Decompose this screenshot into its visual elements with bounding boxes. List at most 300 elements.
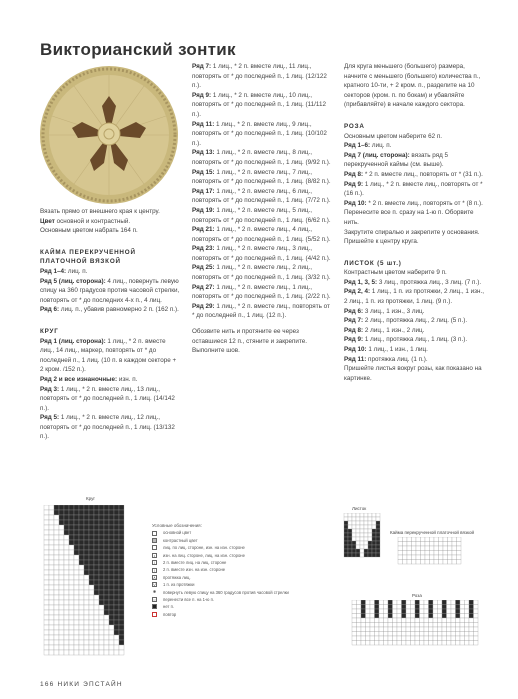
instruction-row: Ряд 7: 2 лиц., протяжка лиц., 2 лиц. (5 п.). <box>344 317 468 325</box>
chart-cell <box>442 614 447 619</box>
chart-cell <box>109 620 114 625</box>
chart-cell <box>49 575 54 580</box>
chart-cell <box>364 525 368 529</box>
chart-cell <box>64 530 69 535</box>
chart-cell <box>344 537 348 541</box>
instruction-row: Контрастным цветом наберите 9 п. <box>344 269 447 277</box>
chart-cell <box>119 610 124 615</box>
chart-cell <box>84 600 89 605</box>
chart-cell <box>415 609 420 614</box>
chart-cell <box>412 560 417 565</box>
chart-cell <box>403 546 408 551</box>
chart-cell <box>415 618 420 623</box>
chart-cell <box>366 641 371 646</box>
chart-cell <box>407 537 412 542</box>
chart-cell <box>457 551 462 556</box>
chart-cell <box>99 645 104 650</box>
chart-cell <box>357 623 362 628</box>
chart-cell <box>465 641 470 646</box>
chart-cell <box>424 627 429 632</box>
instruction-row: Ряд 1, 3, 5: 3 лиц., протяжка лиц., 3 лиц. (7 п.). <box>344 278 482 286</box>
chart-cell <box>54 515 59 520</box>
instruction-row: Ряд 10: * 2 п. вместе лиц., повторять от * (8 п.). <box>344 199 483 207</box>
chart-cell <box>109 625 114 630</box>
chart-cell <box>402 636 407 641</box>
chart-cell <box>406 614 411 619</box>
chart-cell <box>114 630 119 635</box>
chart-cell <box>360 529 364 533</box>
chart-cell <box>94 585 99 590</box>
chart-cell <box>114 510 119 515</box>
chart-cell <box>452 560 457 565</box>
chart-cell <box>434 542 439 547</box>
chart-cell <box>79 595 84 600</box>
chart-cell <box>94 510 99 515</box>
chart-cell <box>360 521 364 525</box>
size-note: Для круга меньшего (большего) размера, начните с меньшего (большего) количества п., кратного 10-ти, + 2 кром. п., разделите на 10 секторов (кром. п. по бокам) и убавляйте (прибавляйте) в начале каждого сектора. <box>344 63 481 109</box>
chart-cell <box>384 605 389 610</box>
chart-cell <box>79 580 84 585</box>
chart-cell <box>411 623 416 628</box>
chart-cell <box>364 545 368 549</box>
chart-cell <box>352 513 356 517</box>
legend-item: / 2 п. вместе лиц. на лиц. стороне <box>153 559 227 566</box>
chart-cell <box>119 520 124 525</box>
chart-cell <box>99 540 104 545</box>
chart-cell <box>84 515 89 520</box>
chart-cell <box>344 553 348 557</box>
chart-cell <box>84 640 89 645</box>
chart-cell <box>54 615 59 620</box>
chart-cell <box>114 635 119 640</box>
chart-cell <box>64 595 69 600</box>
chart-cell <box>465 605 470 610</box>
chart-cell <box>94 640 99 645</box>
chart-cell <box>403 542 408 547</box>
chart-cell <box>456 632 461 637</box>
chart-cell <box>430 546 435 551</box>
chart-cell <box>356 549 360 553</box>
chart-cell <box>104 585 109 590</box>
chart-cell <box>64 505 69 510</box>
chart-cell <box>84 555 89 560</box>
chart-cell <box>415 641 420 646</box>
chart-cell <box>44 610 49 615</box>
chart-cell <box>388 641 393 646</box>
chart-cell <box>99 615 104 620</box>
chart-cell <box>59 525 64 530</box>
chart-cell <box>352 537 356 541</box>
chart-cell <box>356 553 360 557</box>
chart-cell <box>114 640 119 645</box>
chart-cell <box>99 625 104 630</box>
chart-cell <box>64 555 69 560</box>
chart-cell <box>74 630 79 635</box>
chart-cell <box>416 542 421 547</box>
chart-cell <box>361 605 366 610</box>
chart-cell <box>375 636 380 641</box>
chart-cell <box>119 565 124 570</box>
chart-cell <box>104 605 109 610</box>
chart-cell <box>104 530 109 535</box>
chart-cell <box>54 575 59 580</box>
chart-cell <box>84 610 89 615</box>
instruction-row: Ряд 27: 1 лиц., * 2 п. вместе лиц., 1 лиц., повторять от * до последней п., 1 лиц. (2/22 п.). <box>192 283 331 301</box>
chart-cell <box>456 605 461 610</box>
chart-cell <box>54 570 59 575</box>
chart-cell <box>438 600 443 605</box>
chart-cell <box>352 545 356 549</box>
chart-cell <box>79 650 84 655</box>
chart-cell <box>74 510 79 515</box>
chart-cell <box>403 560 408 565</box>
chart-cell <box>89 605 94 610</box>
chart-cell <box>439 542 444 547</box>
chart-cell <box>64 575 69 580</box>
chart-cell <box>376 545 380 549</box>
chart-cell <box>379 614 384 619</box>
chart-cell <box>429 627 434 632</box>
chart-cell <box>109 600 114 605</box>
chart-cell <box>79 590 84 595</box>
chart-cell <box>109 515 114 520</box>
chart-cell <box>429 618 434 623</box>
chart-cell <box>119 555 124 560</box>
chart-cell <box>69 635 74 640</box>
chart-cell <box>452 555 457 560</box>
chart-cell <box>44 640 49 645</box>
chart-cell <box>430 537 435 542</box>
chart-cell <box>64 540 69 545</box>
chart-cell <box>460 600 465 605</box>
chart-cell <box>59 630 64 635</box>
chart-cell <box>393 614 398 619</box>
chart-cell <box>114 555 119 560</box>
chart-cell <box>397 609 402 614</box>
chart-cell <box>424 641 429 646</box>
chart-cell <box>415 632 420 637</box>
chart-cell <box>372 517 376 521</box>
chart-cell <box>416 560 421 565</box>
column-left <box>40 207 180 442</box>
chart-cell <box>474 614 479 619</box>
chart-cell <box>104 600 109 605</box>
chart-cell <box>59 600 64 605</box>
chart-cell <box>384 636 389 641</box>
chart-cell <box>361 627 366 632</box>
chart-cell <box>59 590 64 595</box>
chart-cell <box>360 549 364 553</box>
chart-cell <box>460 609 465 614</box>
chart-cell <box>54 565 59 570</box>
chart-cell <box>469 623 474 628</box>
chart-cell <box>420 632 425 637</box>
chart-cell <box>74 595 79 600</box>
chart-cell <box>94 525 99 530</box>
instruction-row: Ряд 8: * 2 п. вместе лиц., повторять от * (31 п.). <box>344 170 483 178</box>
chart-cell <box>109 540 114 545</box>
chart-cell <box>357 614 362 619</box>
chart-cell <box>356 529 360 533</box>
chart-cell <box>460 605 465 610</box>
chart-cell <box>406 600 411 605</box>
chart-cell <box>104 550 109 555</box>
chart-cell <box>379 605 384 610</box>
chart-cell <box>109 530 114 535</box>
chart-cell <box>74 585 79 590</box>
chart-cell <box>352 600 357 605</box>
chart-cell <box>456 623 461 628</box>
chart-cell <box>344 533 348 537</box>
chart-cell <box>438 636 443 641</box>
chart-cell <box>74 550 79 555</box>
chart-cell <box>379 609 384 614</box>
chart-cell <box>384 609 389 614</box>
chart-cell <box>397 618 402 623</box>
chart-cell <box>59 625 64 630</box>
chart-cell <box>402 614 407 619</box>
krug-chart-title: Круг <box>86 496 95 501</box>
instruction-row: Ряд 1 (лиц. сторона): 1 лиц., * 2 п. вместе лиц., 14 лиц., маркер, повторять от * до последней п., 1 лиц. (10 п. в каждом секторе + 2 кром. /152 п.). <box>40 337 177 374</box>
leaf-chart-title: Листок <box>352 506 367 511</box>
chart-cell <box>388 623 393 628</box>
chart-cell <box>49 595 54 600</box>
chart-cell <box>74 530 79 535</box>
instruction-row: Ряд 15: 1 лиц., * 2 п. вместе лиц., 7 лиц., повторять от * до последней п., 1 лиц. (8/82 п.). <box>192 168 331 186</box>
chart-cell <box>438 618 443 623</box>
chart-cell <box>109 520 114 525</box>
chart-cell <box>429 600 434 605</box>
chart-cell <box>397 605 402 610</box>
chart-cell <box>366 614 371 619</box>
chart-cell <box>398 546 403 551</box>
chart-cell <box>44 545 49 550</box>
chart-cell <box>79 615 84 620</box>
chart-cell <box>429 632 434 637</box>
chart-cell <box>69 645 74 650</box>
section-heading-kaima: КАЙМА ПЕРЕКРУЧЕННОЙ <box>40 248 136 256</box>
section-heading-roza: РОЗА <box>344 122 365 130</box>
chart-cell <box>109 525 114 530</box>
chart-cell <box>59 530 64 535</box>
chart-cell <box>360 533 364 537</box>
chart-cell <box>99 610 104 615</box>
chart-cell <box>99 590 104 595</box>
chart-cell <box>360 513 364 517</box>
chart-cell <box>398 542 403 547</box>
chart-cell <box>99 640 104 645</box>
chart-cell <box>406 618 411 623</box>
chart-cell <box>421 542 426 547</box>
chart-cell <box>64 650 69 655</box>
chart-cell <box>403 555 408 560</box>
chart-cell <box>104 555 109 560</box>
chart-cell <box>49 605 54 610</box>
chart-cell <box>366 632 371 637</box>
chart-cell <box>348 513 352 517</box>
chart-cell <box>44 515 49 520</box>
chart-cell <box>393 632 398 637</box>
chart-cell <box>412 546 417 551</box>
chart-cell <box>114 505 119 510</box>
chart-cell <box>104 635 109 640</box>
chart-cell <box>44 595 49 600</box>
chart-cell <box>474 609 479 614</box>
chart-cell <box>370 632 375 637</box>
chart-cell <box>439 560 444 565</box>
chart-cell <box>114 560 119 565</box>
chart-cell <box>84 615 89 620</box>
chart-cell <box>64 515 69 520</box>
chart-cell <box>74 625 79 630</box>
chart-cell <box>74 525 79 530</box>
chart-cell <box>368 553 372 557</box>
chart-cell <box>54 595 59 600</box>
chart-cell <box>59 570 64 575</box>
chart-cell <box>64 590 69 595</box>
instruction-row: Ряд 11: 1 лиц., * 2 п. вместе лиц., 9 лиц., повторять от * до последней п., 1 лиц. (10/102 п.). <box>192 120 327 147</box>
chart-cell <box>109 555 114 560</box>
chart-cell <box>364 533 368 537</box>
chart-cell <box>114 650 119 655</box>
chart-cell <box>425 546 430 551</box>
chart-cell <box>416 546 421 551</box>
chart-cell <box>69 630 74 635</box>
chart-cell <box>94 620 99 625</box>
chart-cell <box>109 590 114 595</box>
chart-cell <box>99 505 104 510</box>
chart-cell <box>69 625 74 630</box>
chart-cell <box>94 505 99 510</box>
chart-cell <box>69 505 74 510</box>
chart-cell <box>114 525 119 530</box>
chart-cell <box>352 521 356 525</box>
chart-cell <box>114 585 119 590</box>
chart-cell <box>54 610 59 615</box>
kaima-chart <box>392 537 472 573</box>
chart-cell <box>352 618 357 623</box>
chart-cell <box>59 635 64 640</box>
chart-cell <box>361 636 366 641</box>
chart-cell <box>104 580 109 585</box>
chart-cell <box>79 570 84 575</box>
chart-cell <box>94 555 99 560</box>
chart-cell <box>109 630 114 635</box>
chart-cell <box>425 551 430 556</box>
finishing-text: Обозвите нить и протяните ее через оставшиеся 12 п., стяните и закрепите. Выполните шов. <box>192 328 308 355</box>
chart-cell <box>457 560 462 565</box>
chart-cell <box>94 650 99 655</box>
chart-cell <box>388 632 393 637</box>
chart-cell <box>356 537 360 541</box>
chart-cell <box>372 521 376 525</box>
chart-cell <box>388 614 393 619</box>
chart-cell <box>94 645 99 650</box>
chart-cell <box>376 513 380 517</box>
chart-cell <box>49 625 54 630</box>
chart-cell <box>433 632 438 637</box>
chart-cell <box>438 623 443 628</box>
chart-cell <box>54 545 59 550</box>
chart-cell <box>104 520 109 525</box>
chart-cell <box>94 530 99 535</box>
chart-cell <box>456 600 461 605</box>
chart-cell <box>451 632 456 637</box>
chart-cell <box>474 632 479 637</box>
chart-cell <box>64 600 69 605</box>
chart-cell <box>94 600 99 605</box>
chart-cell <box>119 625 124 630</box>
chart-cell <box>64 580 69 585</box>
chart-cell <box>368 549 372 553</box>
chart-cell <box>54 535 59 540</box>
chart-cell <box>69 610 74 615</box>
chart-cell <box>447 627 452 632</box>
chart-cell <box>366 609 371 614</box>
chart-cell <box>74 540 79 545</box>
chart-cell <box>443 560 448 565</box>
chart-cell <box>457 546 462 551</box>
chart-cell <box>393 627 398 632</box>
chart-cell <box>44 615 49 620</box>
chart-cell <box>411 618 416 623</box>
chart-cell <box>384 627 389 632</box>
chart-cell <box>99 580 104 585</box>
chart-cell <box>376 521 380 525</box>
chart-cell <box>442 636 447 641</box>
chart-cell <box>434 537 439 542</box>
chart-cell <box>384 618 389 623</box>
chart-cell <box>388 609 393 614</box>
chart-cell <box>69 535 74 540</box>
chart-cell <box>356 525 360 529</box>
chart-cell <box>376 533 380 537</box>
chart-cell <box>460 636 465 641</box>
chart-cell <box>420 641 425 646</box>
chart-cell <box>109 610 114 615</box>
chart-cell <box>364 541 368 545</box>
chart-cell <box>474 600 479 605</box>
chart-cell <box>44 585 49 590</box>
chart-cell <box>451 627 456 632</box>
chart-cell <box>452 542 457 547</box>
chart-cell <box>348 533 352 537</box>
chart-cell <box>84 545 89 550</box>
chart-cell <box>397 600 402 605</box>
chart-cell <box>44 600 49 605</box>
chart-cell <box>84 650 89 655</box>
chart-cell <box>379 641 384 646</box>
chart-cell <box>370 609 375 614</box>
instruction-row: Ряд 1–4: лиц. п. <box>40 267 88 275</box>
chart-cell <box>457 542 462 547</box>
chart-cell <box>442 618 447 623</box>
intro-line-2: Цвет основной и контрастный. <box>40 217 131 225</box>
chart-cell <box>439 546 444 551</box>
chart-cell <box>376 537 380 541</box>
chart-cell <box>109 580 114 585</box>
chart-cell <box>54 540 59 545</box>
chart-cell <box>89 615 94 620</box>
chart-cell <box>447 600 452 605</box>
chart-cell <box>119 620 124 625</box>
chart-cell <box>424 614 429 619</box>
chart-cell <box>104 505 109 510</box>
chart-cell <box>109 570 114 575</box>
krug-chart <box>38 505 144 665</box>
chart-cell <box>64 510 69 515</box>
chart-cell <box>356 521 360 525</box>
